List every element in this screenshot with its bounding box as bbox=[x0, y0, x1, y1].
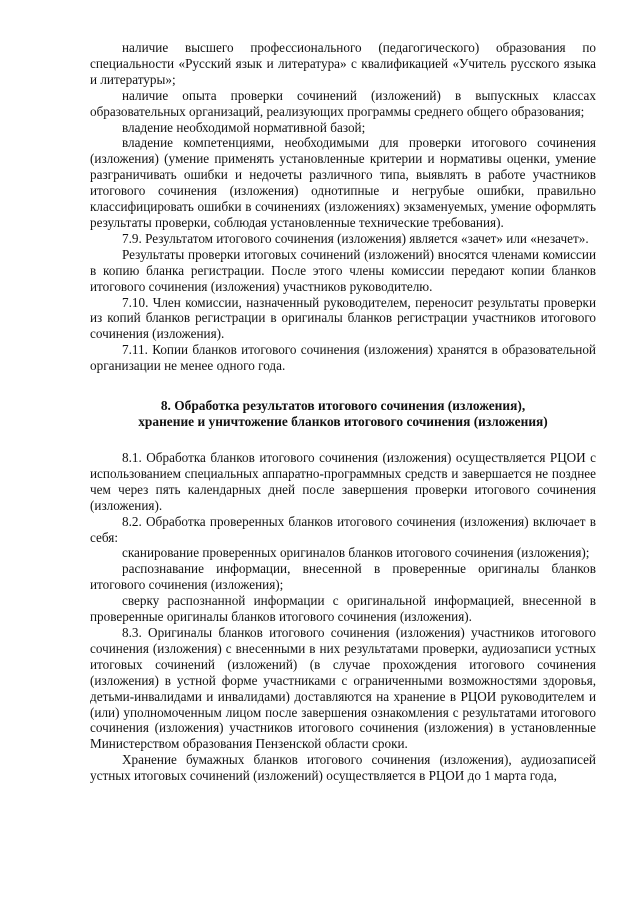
paragraph-recognition: распознавание информации, внесенной в проверенные оригиналы бланков итогового сочинения (изложения); bbox=[90, 561, 596, 593]
document-page bbox=[90, 40, 596, 784]
paragraph-8-3: 8.3. Оригиналы бланков итогового сочинения (изложения) участников итогового сочинения (изложения) с внесенными в них результатами проверки, аудиозаписи устных итоговых сочинений (изложений) (в случае прохождения итогового сочинения (изложения) в устной форме участниками с ограниченными возможностями здоровья, детьми-инвалидами и инвалидами) доставляются на хранение в РЦОИ руководителем и (или) уполномоченным лицом после завершения ознакомления с результатами итогового сочинения (изложения) участников итогового сочинения (изложения) в установленные Министерством образования Пензенской области сроки. bbox=[90, 625, 596, 752]
paragraph-scanning: сканирование проверенных оригиналов бланков итогового сочинения (изложения); bbox=[122, 545, 590, 561]
paragraph-verification: сверку распознанной информации с оригинальной информацией, внесенной в проверенные оригиналы бланков итогового сочинения (изложения). bbox=[90, 593, 596, 625]
paragraph-7-11: 7.11. Копии бланков итогового сочинения (изложения) хранятся в образовательной организации не менее одного года. bbox=[90, 342, 596, 374]
paragraph-qualification-competencies: владение компетенциями, необходимыми для проверки итогового сочинения (изложения) (умение применять установленные критерии и нормативы оценки, умение разграничивать ошибки и недочеты различного типа, выявлять в работе участников итогового сочинения (изложения) однотипные и негрубые ошибки, правильно классифицировать ошибки в сочинениях (изложениях) экзаменуемых, умение оформлять результаты проверки, соблюдая установленные технические требования). bbox=[90, 135, 596, 230]
section-heading-line-1: 8. Обработка результатов итогового сочинения (изложения), bbox=[160, 398, 526, 414]
paragraph-storage: Хранение бумажных бланков итогового сочинения (изложения), аудиозаписей устных итоговых сочинений (изложений) осуществляется в РЦОИ до 1 марта года, bbox=[90, 752, 596, 784]
paragraph-8-2: 8.2. Обработка проверенных бланков итогового сочинения (изложения) включает в себя: bbox=[90, 513, 596, 545]
section-8-heading bbox=[90, 398, 596, 430]
paragraph-results-entry: Результаты проверки итоговых сочинений (изложений) вносятся членами комиссии в копию бланка регистрации. После этого члены комиссии передают копии бланков итогового сочинения (изложения) участников руководителю. bbox=[90, 246, 596, 294]
paragraph-qualification-regulations: владение необходимой нормативной базой; bbox=[122, 119, 366, 135]
paragraph-7-10: 7.10. Член комиссии, назначенный руководителем, переносит результаты проверки из копий бланков регистрации в оригиналы бланков регистрации участников итогового сочинения (изложения). bbox=[90, 294, 596, 342]
paragraph-8-1: 8.1. Обработка бланков итогового сочинения (изложения) осуществляется РЦОИ с использованием специальных аппаратно-программных средств и завершается не позднее чем через пять календарных дней после завершения проверки итогового сочинения (изложения). bbox=[90, 450, 596, 513]
paragraphs-after-section bbox=[90, 450, 596, 784]
paragraph-7-9: 7.9. Результатом итогового сочинения (изложения) является «зачет» или «незачет». bbox=[122, 230, 589, 246]
paragraphs-before-section bbox=[90, 40, 596, 374]
section-heading-line-2: хранение и уничтожение бланков итогового сочинения (изложения) bbox=[138, 414, 548, 430]
paragraph-qualification-experience: наличие опыта проверки сочинений (изложений) в выпускных классах образовательных организаций, реализующих программы среднего общего образования; bbox=[90, 87, 596, 119]
paragraph-qualification-education: наличие высшего профессионального (педагогического) образования по специальности «Русский язык и литература» с квалификацией «Учитель русского языка и литературы»; bbox=[90, 40, 596, 87]
